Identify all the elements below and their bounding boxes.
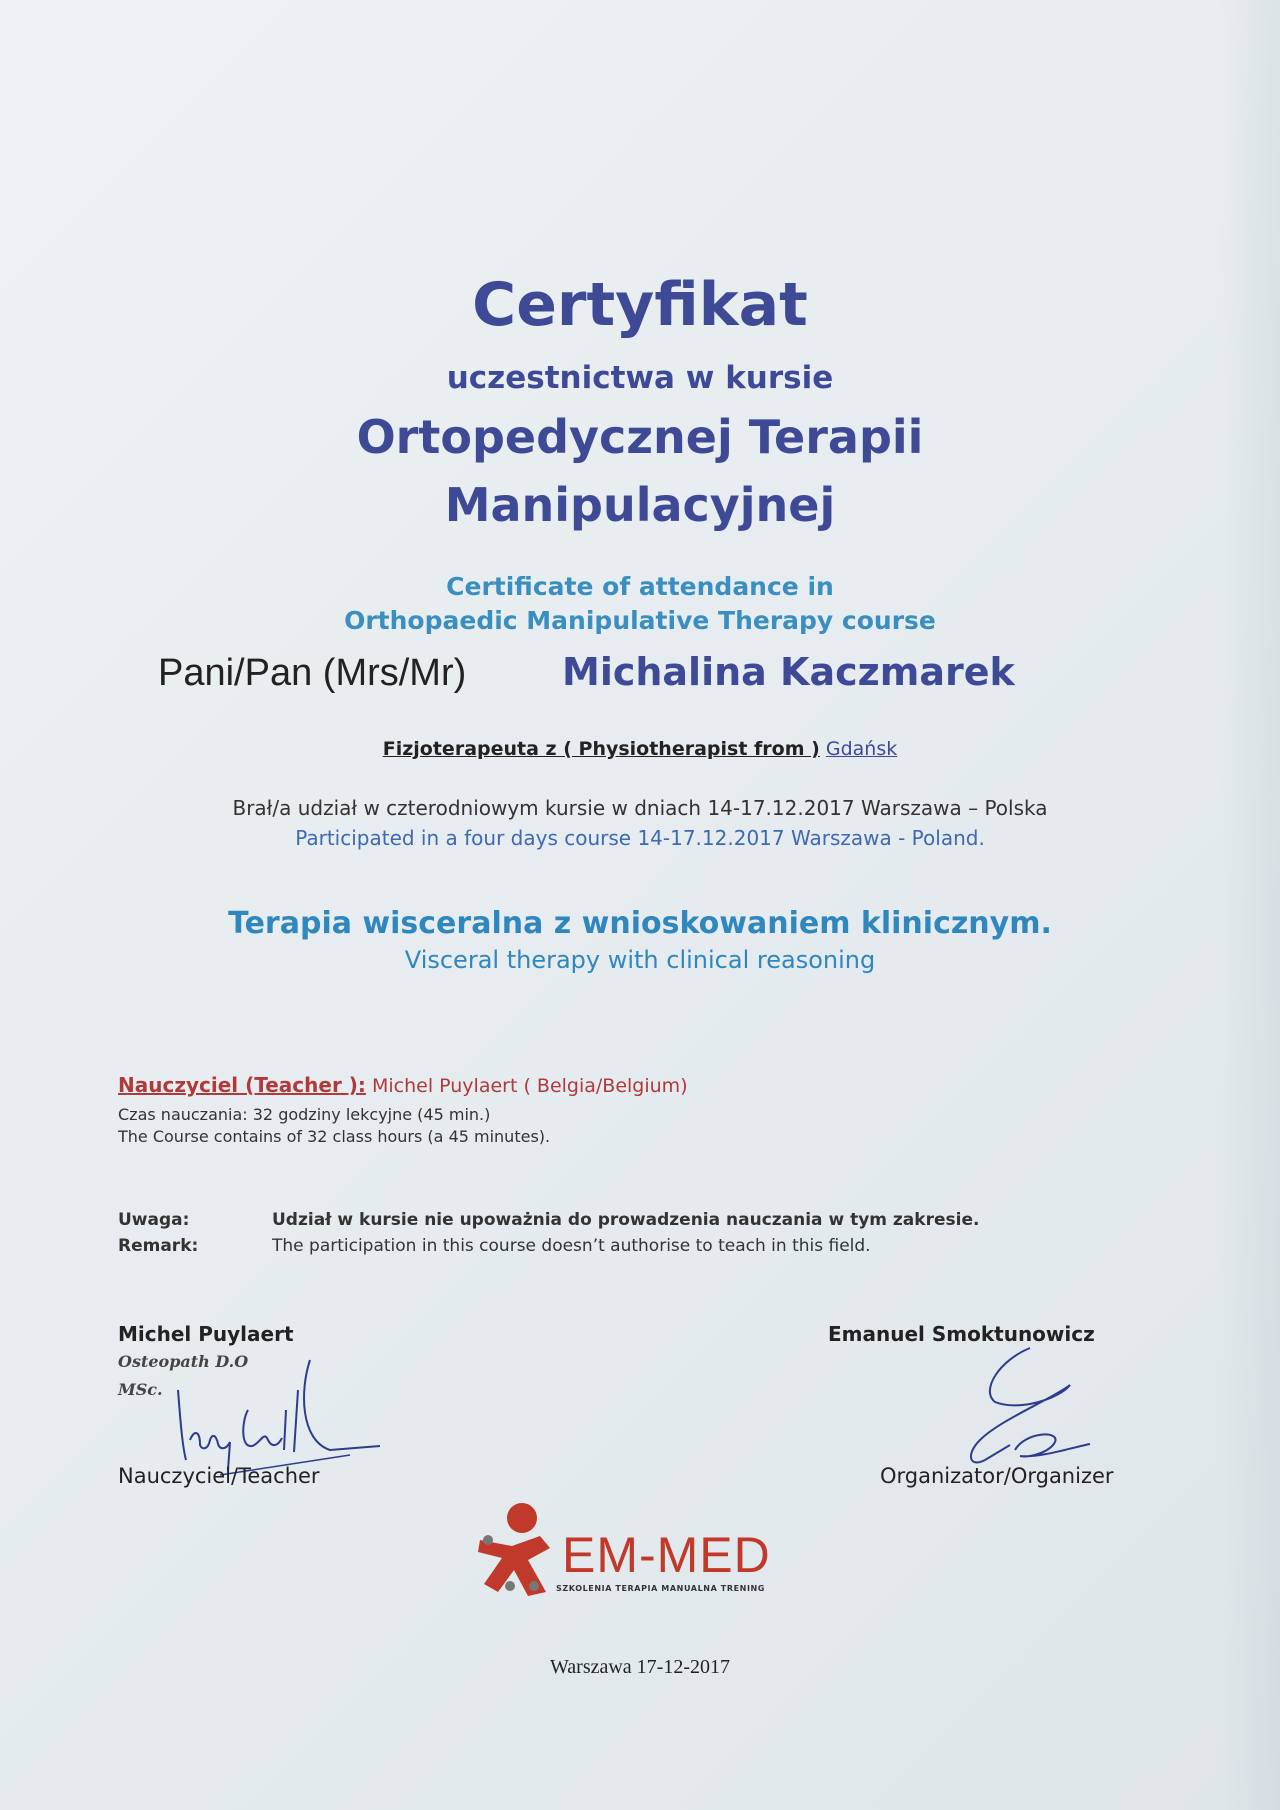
english-title-line1: Certificate of attendance in [446,572,834,601]
em-med-logo-icon [470,1500,560,1600]
issue-date: Warszawa 17-12-2017 [550,1656,730,1678]
teacher-signature-name: Michel Puylaert [118,1322,294,1346]
logo-tagline: SZKOLENIA TERAPIA MANUALNA TRENING [556,1584,765,1593]
teacher-signature-icon [160,1350,400,1480]
teacher-line [118,1073,688,1097]
organizer-signature-name: Emanuel Smoktunowicz [828,1322,1095,1346]
logo-wordmark: EM-MED [562,1527,771,1583]
profession-city: Gdańsk [825,738,898,760]
teacher-signature-title1: Osteopath D.O [118,1352,249,1371]
course-name-line1: Ortopedycznej Terapii [356,410,924,464]
salutation: Pani/Pan (Mrs/Mr) [158,652,467,694]
hours-polish: Czas nauczania: 32 godziny lekcyjne (45 min.) [118,1105,491,1124]
participation-polish: Brał/a udział w czterodniowym kursie w dniach 14-17.12.2017 Warszawa – Polska [232,796,1048,820]
organizer-signature-icon [940,1340,1120,1480]
organizer-signature-role: Organizator/Organizer [880,1464,1114,1488]
certificate-title: Certyfikat [472,270,808,340]
profession-line [0,738,1280,760]
remark-text-english: The participation in this course doesn’t authorise to teach in this field. [272,1236,871,1256]
teacher-signature-role: Nauczyciel/Teacher [118,1464,320,1488]
english-title-line2: Orthopaedic Manipulative Therapy course [344,606,936,635]
remark-text-polish: Udział w kursie nie upoważnia do prowadzenia nauczania w tym zakresie. [272,1210,980,1230]
topic-polish: Terapia wisceralna z wnioskowaniem klinicznym. [228,906,1052,941]
remark-label-polish: Uwaga: [118,1210,190,1230]
participation-english: Participated in a four days course 14-17.12.2017 Warszawa - Poland. [295,826,985,850]
participant-name: Michalina Kaczmarek [562,650,1015,694]
teacher-name: Michel Puylaert ( Belgia/Belgium) [371,1075,688,1097]
profession-label: Fizjoterapeuta z ( Physiotherapist from ) [382,738,820,760]
hours-english: The Course contains of 32 class hours (a 45 minutes). [118,1127,551,1146]
certificate-subtitle: uczestnictwa w kursie [446,360,834,396]
teacher-signature-title2: MSc. [118,1380,163,1399]
remark-label-english: Remark: [118,1236,199,1256]
topic-english: Visceral therapy with clinical reasoning [404,946,876,974]
course-name-line2: Manipulacyjnej [444,478,836,532]
teacher-label: Nauczyciel (Teacher ): [118,1073,366,1097]
